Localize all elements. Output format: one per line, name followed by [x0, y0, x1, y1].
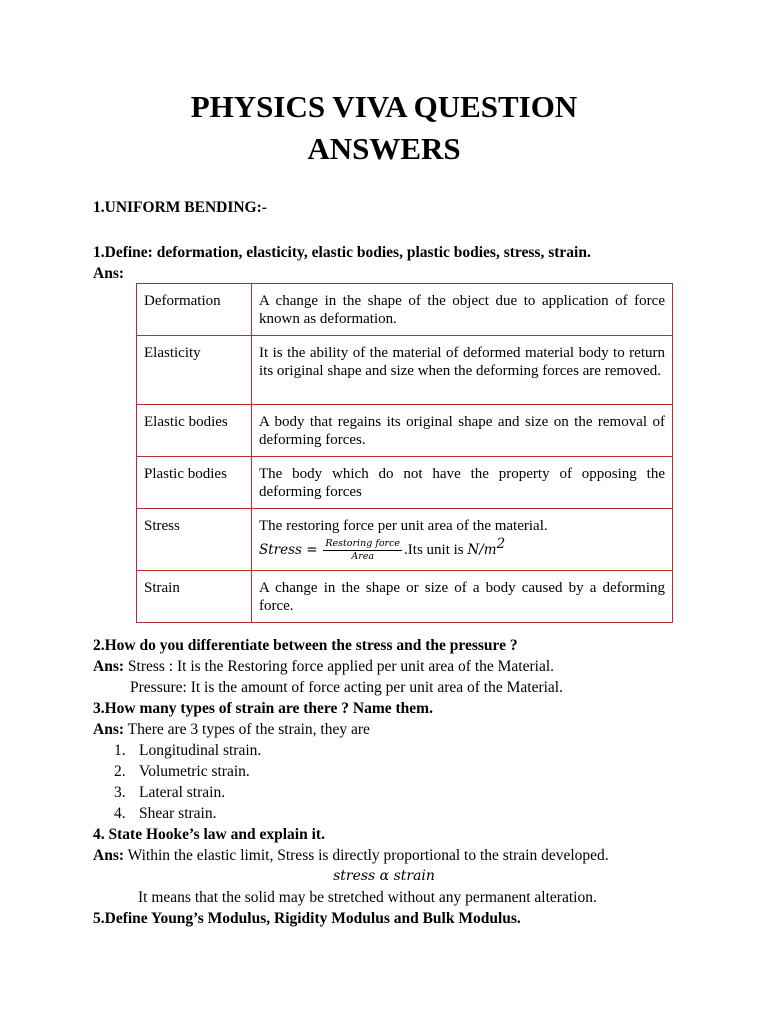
- question-5: 5.Define Young’s Modulus, Rigidity Modulus and Bulk Modulus.: [93, 910, 521, 927]
- term-cell: Deformation: [137, 284, 252, 336]
- answer-2-line-1: [93, 656, 554, 677]
- term-cell: Elastic bodies: [137, 405, 252, 457]
- unit-value: N/m: [467, 542, 497, 558]
- definition-cell: A change in the shape of the object due to application of force known as deformation.: [252, 284, 673, 336]
- definitions-table: [136, 283, 673, 623]
- table-row: [137, 571, 673, 623]
- formula-lhs: Stress =: [259, 542, 318, 558]
- answer-4-line-1: [93, 845, 609, 866]
- page-title: [0, 86, 768, 170]
- table-row: [137, 405, 673, 457]
- table-row: [137, 336, 673, 405]
- hooke-formula: stress α strain: [333, 868, 435, 884]
- answer-2-line-2: Pressure: It is the amount of force acting per unit area of the Material.: [130, 679, 563, 696]
- term-cell: Stress: [137, 509, 252, 571]
- stress-formula: [259, 536, 506, 563]
- answer-label: Ans:: [93, 847, 125, 864]
- section-heading: 1.UNIFORM BENDING:-: [93, 199, 267, 216]
- question-1: 1.Define: deformation, elasticity, elastic bodies, plastic bodies, stress, strain.: [93, 244, 591, 261]
- definition-cell: [252, 509, 673, 571]
- unit-power: 2: [496, 536, 506, 552]
- answer-4-line-2: It means that the solid may be stretched without any permanent alteration.: [138, 889, 597, 906]
- definition-cell: It is the ability of the material of deformed material body to return its original shape and size when the deforming forces are removed.: [252, 336, 673, 405]
- list-item: 1. Longitudinal strain.: [114, 742, 262, 759]
- answer-text: Within the elastic limit, Stress is directly proportional to the strain developed.: [124, 847, 609, 864]
- term-cell: Plastic bodies: [137, 457, 252, 509]
- stress-definition: The restoring force per unit area of the material.: [259, 518, 548, 534]
- answer-label: Ans:: [93, 721, 125, 738]
- title-line-1: PHYSICS VIVA QUESTION: [190, 89, 578, 124]
- answer-text: There are 3 types of the strain, they are: [124, 721, 370, 738]
- unit-text: .Its unit is: [404, 542, 468, 558]
- table-row: [137, 284, 673, 336]
- term-cell: Elasticity: [137, 336, 252, 405]
- table-row: [137, 457, 673, 509]
- answer-text: Stress : It is the Restoring force applied per unit area of the Material.: [124, 658, 555, 675]
- list-item: 2. Volumetric strain.: [114, 763, 250, 780]
- list-item: 3. Lateral strain.: [114, 784, 226, 801]
- formula-fraction: [323, 538, 402, 563]
- definition-cell: A change in the shape or size of a body caused by a deforming force.: [252, 571, 673, 623]
- definition-cell: The body which do not have the property of opposing the deforming forces: [252, 457, 673, 509]
- term-cell: Strain: [137, 571, 252, 623]
- question-2: 2.How do you differentiate between the stress and the pressure ?: [93, 637, 518, 654]
- fraction-numerator: Restoring force: [325, 538, 401, 550]
- answer-label: Ans:: [93, 265, 125, 282]
- definition-cell: A body that regains its original shape and size on the removal of deforming forces.: [252, 405, 673, 457]
- list-item: 4. Shear strain.: [114, 805, 217, 822]
- fraction-denominator: Area: [351, 551, 375, 563]
- title-line-2: ANSWERS: [307, 131, 461, 166]
- question-3: 3.How many types of strain are there ? Name them.: [93, 700, 433, 717]
- answer-label: Ans:: [93, 658, 125, 675]
- answer-3-intro: [93, 719, 370, 740]
- table-row: [137, 509, 673, 571]
- question-4: 4. State Hooke’s law and explain it.: [93, 826, 325, 843]
